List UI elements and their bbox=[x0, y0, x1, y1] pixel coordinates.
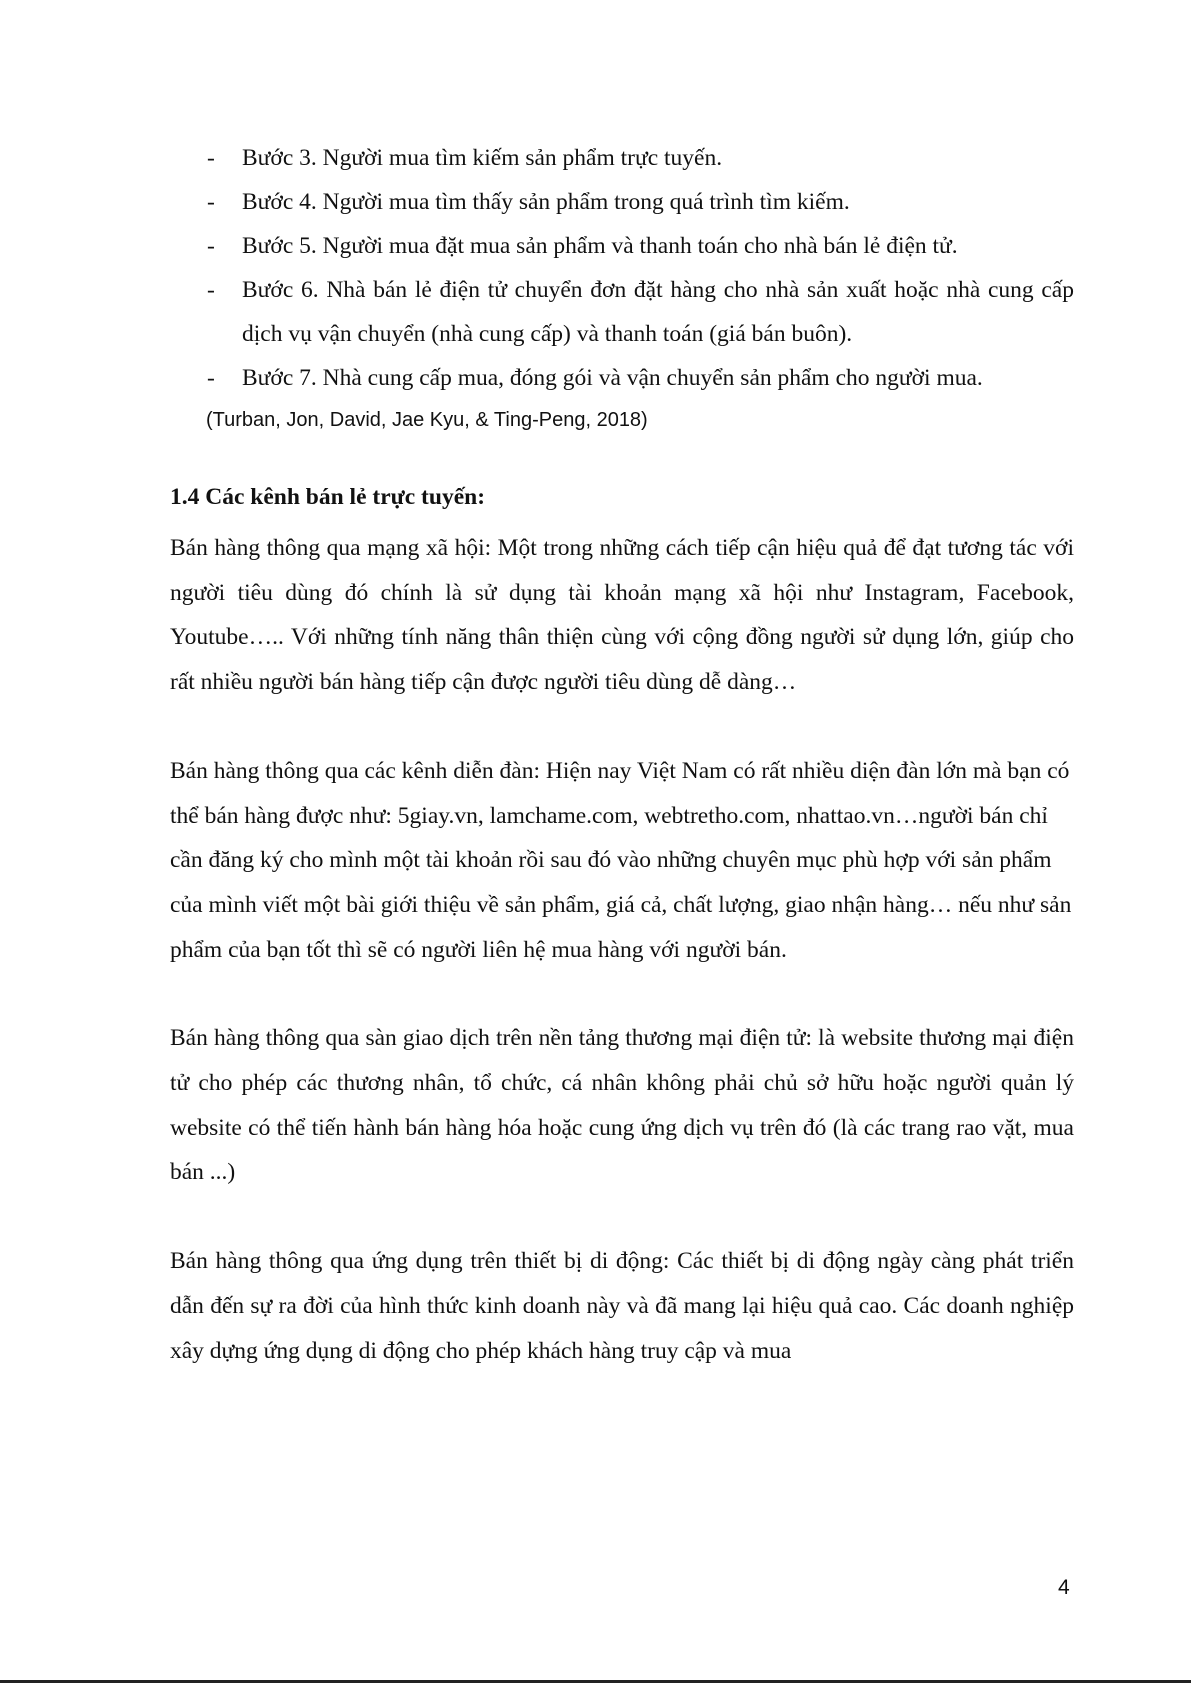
list-item bbox=[170, 356, 1074, 400]
step-text: Bước 7. Nhà cung cấp mua, đóng gói và vận chuyển sản phẩm cho người mua. bbox=[242, 365, 983, 391]
paragraph-forums: Bán hàng thông qua các kênh diễn đàn: Hiện nay Việt Nam có rất nhiều diện đàn lớn mà bạn có thể bán hàng được như: 5giay.vn, lamchame.com, webtretho.com, nhattao.vn…người bán chỉ cần đăng ký cho mình một tài khoản rồi sau đó vào những chuyên mục phù hợp với sản phẩm của mình viết một bài giới thiệu về sản phẩm, giá cả, chất lượng, giao nhận hàng… nếu như sản phẩm của bạn tốt thì sẽ có người liên hệ mua hàng với người bán. bbox=[170, 757, 1072, 963]
bullet-dash: - bbox=[207, 277, 215, 303]
page-number: 4 bbox=[1058, 1576, 1070, 1599]
step-text: Bước 6. Nhà bán lẻ điện tử chuyển đơn đặt hàng cho nhà sản xuất hoặc nhà cung cấp dịch vụ vận chuyển (nhà cung cấp) và thanh toán (giá bán buôn). bbox=[242, 277, 1074, 347]
list-item bbox=[170, 180, 1074, 224]
list-item bbox=[170, 136, 1074, 180]
paragraph-social-media: Bán hàng thông qua mạng xã hội: Một trong những cách tiếp cận hiệu quả để đạt tương tác với người tiêu dùng đó chính là sử dụng tài khoản mạng xã hội như Instagram, Facebook, Youtube….. Với những tính năng thân thiện cùng với cộng đồng người sử dụng lớn, giúp cho rất nhiều người bán hàng tiếp cận được người tiêu dùng dễ dàng… bbox=[170, 535, 1074, 696]
section-heading: 1.4 Các kênh bán lẻ trực tuyến: bbox=[170, 484, 486, 510]
bullet-dash: - bbox=[207, 189, 215, 215]
page-content bbox=[170, 136, 1074, 1417]
steps-list bbox=[170, 136, 1074, 400]
citation: (Turban, Jon, David, Jae Kyu, & Ting-Peng, 2018) bbox=[206, 409, 648, 431]
bullet-dash: - bbox=[207, 233, 215, 259]
bullet-dash: - bbox=[207, 365, 215, 391]
paragraph-marketplace: Bán hàng thông qua sàn giao dịch trên nền tảng thương mại điện tử: là website thương mại điện tử cho phép các thương nhân, tổ chức, cá nhân không phải chủ sở hữu hoặc người quản lý website có thể tiến hành bán hàng hóa hoặc cung ứng dịch vụ trên đó (là các trang rao vặt, mua bán ...) bbox=[170, 1025, 1074, 1186]
list-item bbox=[170, 224, 1074, 268]
step-text: Bước 5. Người mua đặt mua sản phẩm và thanh toán cho nhà bán lẻ điện tử. bbox=[242, 233, 958, 259]
bullet-dash: - bbox=[207, 145, 215, 171]
bottom-edge-rule bbox=[0, 1680, 1191, 1683]
list-item bbox=[170, 268, 1074, 356]
step-text: Bước 3. Người mua tìm kiếm sản phẩm trực tuyến. bbox=[242, 145, 723, 171]
step-text: Bước 4. Người mua tìm thấy sản phẩm trong quá trình tìm kiếm. bbox=[242, 189, 850, 215]
paragraph-mobile-app: Bán hàng thông qua ứng dụng trên thiết bị di động: Các thiết bị di động ngày càng phát triển dẫn đến sự ra đời của hình thức kinh doanh này và đã mang lại hiệu quả cao. Các doanh nghiệp xây dựng ứng dụng di động cho phép khách hàng truy cập và mua bbox=[170, 1248, 1074, 1364]
